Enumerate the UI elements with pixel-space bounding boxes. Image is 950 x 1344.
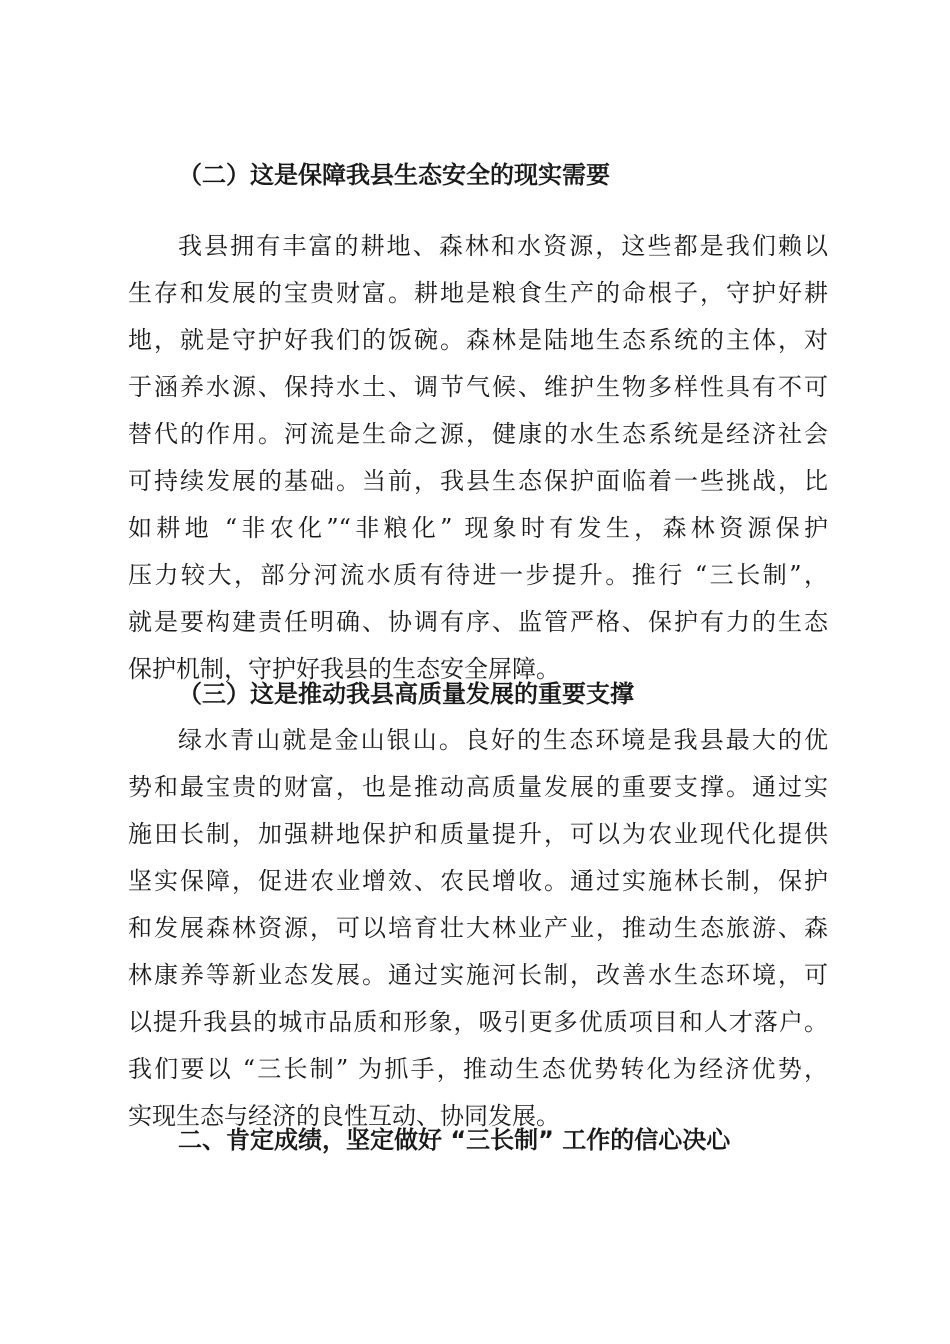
paragraph-line: 我县拥有丰富的耕地、森林和水资源，这些都是我们赖以 [178,232,828,260]
chapter-heading-2: 二、肯定成绩，坚定做好 “三长制” 工作的信心决心 [178,1126,731,1154]
paragraph-line: 于涵养水源、保持水土、调节气候、维护生物多样性具有不可 [128,373,828,401]
section-heading-3: （三）这是推动我县高质量发展的重要支撑 [178,680,634,708]
paragraph-line: 和发展森林资源，可以培育壮大林业产业，推动生态旅游、森 [128,914,828,942]
paragraph-line: 势和最宝贵的财富，也是推动高质量发展的重要支撑。通过实 [128,773,828,801]
paragraph-line: 以提升我县的城市品质和形象，吸引更多优质项目和人才落户。 [128,1008,828,1036]
paragraph-line: 地，就是守护好我们的饭碗。森林是陆地生态系统的主体，对 [128,326,828,354]
paragraph-line: 可持续发展的基础。当前，我县生态保护面临着一些挑战，比 [128,467,828,495]
paragraph-line: 生存和发展的宝贵财富。耕地是粮食生产的命根子，守护好耕 [128,279,828,307]
paragraph-line: 林康养等新业态发展。通过实施河长制，改善水生态环境，可 [128,961,828,989]
paragraph-line: 保护机制，守护好我县的生态安全屏障。 [128,655,560,683]
paragraph-line: 压力较大，部分河流水质有待进一步提升。推行 “三长制”， [128,561,828,589]
paragraph-line: 坚实保障，促进农业增效、农民增收。通过实施林长制，保护 [128,867,828,895]
paragraph-line: 我们要以 “三长制” 为抓手，推动生态优势转化为经济优势， [128,1055,828,1083]
paragraph-line: 如耕地 “非农化”“非粮化” 现象时有发生，森林资源保护 [128,514,828,542]
section-heading-2: （二）这是保障我县生态安全的现实需要 [178,161,610,189]
paragraph-line: 实现生态与经济的良性互动、协同发展。 [128,1102,560,1130]
paragraph-line: 施田长制，加强耕地保护和质量提升，可以为农业现代化提供 [128,820,828,848]
paragraph-line: 替代的作用。河流是生命之源，健康的水生态系统是经济社会 [128,420,828,448]
paragraph-line: 绿水青山就是金山银山。良好的生态环境是我县最大的优 [178,726,828,754]
paragraph-line: 就是要构建责任明确、协调有序、监管严格、保护有力的生态 [128,608,828,636]
